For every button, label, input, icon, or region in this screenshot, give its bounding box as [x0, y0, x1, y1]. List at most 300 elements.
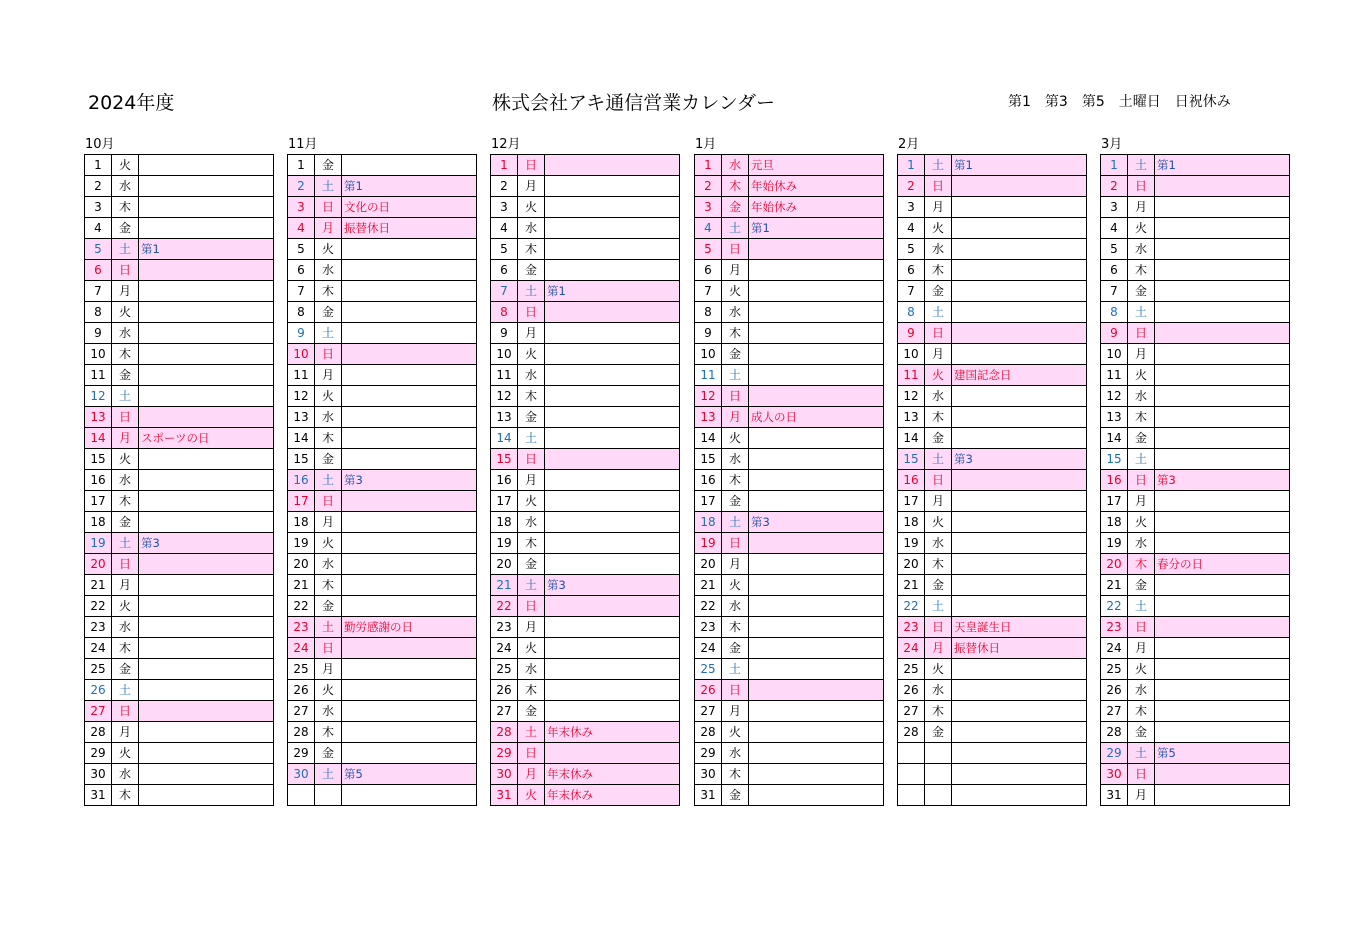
day-number: 23	[85, 617, 112, 638]
day-row	[695, 197, 884, 218]
weekday: 金	[518, 260, 545, 281]
weekday: 火	[518, 638, 545, 659]
day-note	[342, 449, 477, 470]
day-note: 成人の日	[749, 407, 884, 428]
day-note: 第1	[1155, 155, 1290, 176]
month-name: 3月	[1101, 137, 1123, 152]
day-number: 1	[491, 155, 518, 176]
day-row	[898, 155, 1087, 176]
day-number: 28	[85, 722, 112, 743]
day-row	[288, 323, 477, 344]
day-note	[342, 701, 477, 722]
weekday: 金	[722, 197, 749, 218]
weekday: 月	[112, 281, 139, 302]
day-note	[1155, 302, 1290, 323]
day-note	[139, 365, 274, 386]
day-note	[342, 386, 477, 407]
day-note	[545, 197, 680, 218]
day-number: 26	[898, 680, 925, 701]
day-number: 29	[491, 743, 518, 764]
day-row	[695, 554, 884, 575]
day-row	[1101, 302, 1290, 323]
day-number: 9	[491, 323, 518, 344]
day-note	[749, 617, 884, 638]
day-row	[85, 302, 274, 323]
day-row	[898, 554, 1087, 575]
day-row	[288, 596, 477, 617]
day-number: 27	[85, 701, 112, 722]
day-note	[952, 323, 1087, 344]
day-number: 12	[288, 386, 315, 407]
day-row	[1101, 785, 1290, 806]
day-row	[898, 785, 1087, 806]
day-note	[749, 344, 884, 365]
day-number: 10	[288, 344, 315, 365]
day-note	[139, 323, 274, 344]
day-row	[491, 512, 680, 533]
day-number: 5	[491, 239, 518, 260]
day-note	[139, 197, 274, 218]
weekday: 木	[722, 323, 749, 344]
day-note	[545, 659, 680, 680]
day-row	[288, 197, 477, 218]
day-row	[85, 281, 274, 302]
weekday: 金	[518, 554, 545, 575]
day-note	[749, 470, 884, 491]
day-note	[342, 743, 477, 764]
day-row	[695, 155, 884, 176]
day-row	[1101, 764, 1290, 785]
day-row	[85, 680, 274, 701]
weekday: 火	[722, 575, 749, 596]
day-note	[749, 428, 884, 449]
weekday: 月	[315, 659, 342, 680]
day-row	[288, 365, 477, 386]
day-row	[898, 743, 1087, 764]
day-note: 振替休日	[342, 218, 477, 239]
day-note	[545, 638, 680, 659]
day-note	[952, 302, 1087, 323]
weekday: 金	[518, 701, 545, 722]
day-number: 11	[898, 365, 925, 386]
weekday: 土	[315, 617, 342, 638]
day-number: 24	[288, 638, 315, 659]
day-number: 18	[288, 512, 315, 533]
weekday: 火	[1128, 512, 1155, 533]
day-note	[139, 218, 274, 239]
day-note	[952, 512, 1087, 533]
weekday: 日	[112, 260, 139, 281]
weekday: 火	[112, 449, 139, 470]
day-note	[139, 764, 274, 785]
day-note	[1155, 575, 1290, 596]
day-note	[749, 701, 884, 722]
weekday: 木	[925, 701, 952, 722]
day-note	[545, 491, 680, 512]
day-note	[749, 554, 884, 575]
day-row	[491, 239, 680, 260]
day-row	[695, 533, 884, 554]
day-number: 2	[288, 176, 315, 197]
day-number: 2	[491, 176, 518, 197]
day-note: 第3	[749, 512, 884, 533]
day-number: 21	[898, 575, 925, 596]
weekday: 水	[722, 302, 749, 323]
day-number: 27	[1101, 701, 1128, 722]
day-note	[342, 428, 477, 449]
day-number: 7	[898, 281, 925, 302]
day-note: 第5	[1155, 743, 1290, 764]
weekday: 月	[518, 470, 545, 491]
day-row	[695, 743, 884, 764]
day-number: 17	[695, 491, 722, 512]
day-row	[1101, 281, 1290, 302]
weekday: 金	[1128, 281, 1155, 302]
month-block	[490, 135, 680, 806]
day-number	[288, 785, 315, 806]
day-row	[85, 491, 274, 512]
weekday: 火	[315, 533, 342, 554]
day-note: 勤労感謝の日	[342, 617, 477, 638]
calendar-title: 株式会社アキ通信営業カレンダー	[492, 92, 776, 114]
day-number: 26	[491, 680, 518, 701]
day-row	[898, 701, 1087, 722]
day-row	[1101, 239, 1290, 260]
day-row	[491, 638, 680, 659]
weekday: 木	[1128, 554, 1155, 575]
day-number: 18	[85, 512, 112, 533]
weekday: 月	[925, 638, 952, 659]
weekday: 火	[315, 386, 342, 407]
day-number: 19	[288, 533, 315, 554]
day-number: 1	[695, 155, 722, 176]
day-note	[749, 491, 884, 512]
day-row	[491, 176, 680, 197]
day-row	[898, 302, 1087, 323]
day-note	[139, 785, 274, 806]
day-row	[491, 554, 680, 575]
day-note	[1155, 533, 1290, 554]
weekday: 月	[518, 617, 545, 638]
weekday: 土	[925, 596, 952, 617]
weekday: 金	[315, 302, 342, 323]
day-number: 30	[85, 764, 112, 785]
day-note	[749, 260, 884, 281]
day-note: 振替休日	[952, 638, 1087, 659]
day-note	[545, 617, 680, 638]
day-note: 第3	[952, 449, 1087, 470]
day-number: 12	[491, 386, 518, 407]
day-number: 27	[695, 701, 722, 722]
day-number: 6	[491, 260, 518, 281]
day-number: 21	[288, 575, 315, 596]
weekday: 金	[925, 575, 952, 596]
day-number: 7	[1101, 281, 1128, 302]
weekday: 日	[925, 323, 952, 344]
day-number: 1	[898, 155, 925, 176]
weekday: 金	[315, 743, 342, 764]
day-note	[545, 407, 680, 428]
day-row	[288, 155, 477, 176]
weekday: 水	[925, 239, 952, 260]
weekday: 月	[112, 722, 139, 743]
weekday: 月	[315, 512, 342, 533]
day-note	[139, 260, 274, 281]
weekday: 土	[315, 176, 342, 197]
month-name: 2月	[898, 137, 920, 152]
day-note	[1155, 785, 1290, 806]
day-note	[749, 638, 884, 659]
day-note	[139, 449, 274, 470]
day-row	[695, 617, 884, 638]
day-note	[545, 323, 680, 344]
weekday: 金	[112, 512, 139, 533]
weekday: 月	[315, 218, 342, 239]
day-number: 9	[695, 323, 722, 344]
day-number: 19	[85, 533, 112, 554]
weekday: 日	[518, 155, 545, 176]
weekday: 日	[1128, 764, 1155, 785]
day-number: 28	[898, 722, 925, 743]
day-note	[952, 197, 1087, 218]
day-note	[749, 365, 884, 386]
day-row	[695, 428, 884, 449]
day-note	[952, 596, 1087, 617]
day-number: 18	[1101, 512, 1128, 533]
day-note	[952, 701, 1087, 722]
day-note	[1155, 407, 1290, 428]
day-row	[695, 449, 884, 470]
day-row	[1101, 323, 1290, 344]
day-note	[342, 323, 477, 344]
day-row	[898, 491, 1087, 512]
weekday: 日	[315, 491, 342, 512]
day-number: 27	[491, 701, 518, 722]
weekday: 水	[722, 155, 749, 176]
weekday: 木	[722, 470, 749, 491]
weekday: 日	[722, 239, 749, 260]
day-note	[139, 344, 274, 365]
day-note	[545, 344, 680, 365]
day-note	[1155, 176, 1290, 197]
weekday: 金	[1128, 428, 1155, 449]
day-number: 8	[85, 302, 112, 323]
day-number: 25	[288, 659, 315, 680]
day-number: 13	[491, 407, 518, 428]
day-row	[1101, 218, 1290, 239]
day-note	[139, 470, 274, 491]
day-note	[952, 428, 1087, 449]
day-row	[695, 785, 884, 806]
day-number: 18	[898, 512, 925, 533]
day-row	[85, 155, 274, 176]
weekday: 金	[722, 638, 749, 659]
day-number: 13	[85, 407, 112, 428]
day-number: 26	[288, 680, 315, 701]
day-note	[749, 575, 884, 596]
weekday: 火	[518, 197, 545, 218]
day-note	[139, 722, 274, 743]
day-number: 5	[1101, 239, 1128, 260]
day-number: 10	[695, 344, 722, 365]
weekday: 日	[1128, 470, 1155, 491]
weekday: 水	[112, 764, 139, 785]
day-number: 25	[695, 659, 722, 680]
weekday: 日	[112, 701, 139, 722]
day-number: 20	[1101, 554, 1128, 575]
weekday: 火	[925, 659, 952, 680]
day-row	[1101, 617, 1290, 638]
day-number: 10	[85, 344, 112, 365]
day-number: 8	[288, 302, 315, 323]
day-number: 24	[1101, 638, 1128, 659]
day-number: 20	[491, 554, 518, 575]
weekday: 木	[925, 407, 952, 428]
weekday: 水	[315, 554, 342, 575]
day-row	[491, 491, 680, 512]
day-number: 25	[1101, 659, 1128, 680]
day-note	[139, 701, 274, 722]
day-number: 12	[1101, 386, 1128, 407]
day-note	[749, 785, 884, 806]
day-number: 6	[695, 260, 722, 281]
month-name: 10月	[85, 137, 115, 152]
weekday: 日	[315, 344, 342, 365]
day-row	[288, 680, 477, 701]
day-note	[545, 470, 680, 491]
weekday: 木	[315, 722, 342, 743]
day-row	[85, 764, 274, 785]
day-row	[898, 365, 1087, 386]
weekday: 月	[112, 428, 139, 449]
day-number: 22	[85, 596, 112, 617]
day-note: 第3	[545, 575, 680, 596]
day-note	[342, 302, 477, 323]
day-row	[85, 617, 274, 638]
day-note	[952, 722, 1087, 743]
day-note: 第1	[952, 155, 1087, 176]
day-number: 29	[1101, 743, 1128, 764]
weekday: 月	[722, 701, 749, 722]
day-note	[139, 743, 274, 764]
day-number: 16	[491, 470, 518, 491]
day-note: 天皇誕生日	[952, 617, 1087, 638]
weekday: 月	[518, 323, 545, 344]
day-row	[491, 197, 680, 218]
day-number: 31	[695, 785, 722, 806]
day-row	[491, 659, 680, 680]
day-number: 15	[898, 449, 925, 470]
day-number: 27	[898, 701, 925, 722]
weekday: 土	[722, 365, 749, 386]
day-row	[85, 365, 274, 386]
weekday: 水	[315, 407, 342, 428]
day-row	[898, 218, 1087, 239]
day-note	[749, 596, 884, 617]
month-block	[287, 135, 477, 806]
weekday: 木	[112, 197, 139, 218]
day-number: 4	[898, 218, 925, 239]
day-row	[288, 659, 477, 680]
day-row	[1101, 176, 1290, 197]
day-row	[288, 743, 477, 764]
day-row	[898, 428, 1087, 449]
day-note	[749, 449, 884, 470]
day-note	[139, 491, 274, 512]
day-row	[85, 239, 274, 260]
weekday: 水	[1128, 386, 1155, 407]
day-row	[85, 785, 274, 806]
day-row	[695, 470, 884, 491]
weekday: 木	[315, 428, 342, 449]
holiday-policy-note: 第1 第3 第5 土曜日 日祝休み	[1008, 94, 1231, 110]
day-row	[491, 785, 680, 806]
day-row	[1101, 386, 1290, 407]
weekday: 水	[315, 701, 342, 722]
day-note: 第1	[749, 218, 884, 239]
day-note	[342, 659, 477, 680]
day-note	[1155, 239, 1290, 260]
day-number: 16	[85, 470, 112, 491]
day-note	[139, 575, 274, 596]
day-note	[545, 680, 680, 701]
day-row	[1101, 449, 1290, 470]
day-row	[85, 512, 274, 533]
day-note	[139, 617, 274, 638]
day-note	[139, 638, 274, 659]
day-row	[695, 491, 884, 512]
day-number: 9	[85, 323, 112, 344]
day-note	[139, 155, 274, 176]
weekday: 火	[1128, 659, 1155, 680]
day-note	[749, 764, 884, 785]
day-number: 14	[491, 428, 518, 449]
day-note	[1155, 764, 1290, 785]
day-row	[85, 470, 274, 491]
weekday: 月	[518, 764, 545, 785]
day-note: 文化の日	[342, 197, 477, 218]
day-row	[85, 197, 274, 218]
day-number: 5	[898, 239, 925, 260]
weekday: 土	[112, 680, 139, 701]
weekday: 火	[112, 155, 139, 176]
weekday: 水	[518, 218, 545, 239]
day-number: 30	[491, 764, 518, 785]
day-note	[545, 176, 680, 197]
day-note: 年末休み	[545, 764, 680, 785]
weekday: 金	[315, 596, 342, 617]
day-row	[695, 407, 884, 428]
day-row	[1101, 722, 1290, 743]
day-row	[695, 344, 884, 365]
weekday: 水	[315, 260, 342, 281]
day-note	[749, 239, 884, 260]
day-number: 23	[898, 617, 925, 638]
day-row	[898, 197, 1087, 218]
day-row	[1101, 428, 1290, 449]
weekday	[925, 785, 952, 806]
day-note	[952, 575, 1087, 596]
day-number: 13	[898, 407, 925, 428]
day-note	[342, 407, 477, 428]
day-row	[85, 722, 274, 743]
day-number: 11	[288, 365, 315, 386]
weekday: 月	[722, 407, 749, 428]
month-table	[694, 154, 884, 806]
day-row	[1101, 680, 1290, 701]
weekday: 水	[925, 386, 952, 407]
day-number: 20	[695, 554, 722, 575]
